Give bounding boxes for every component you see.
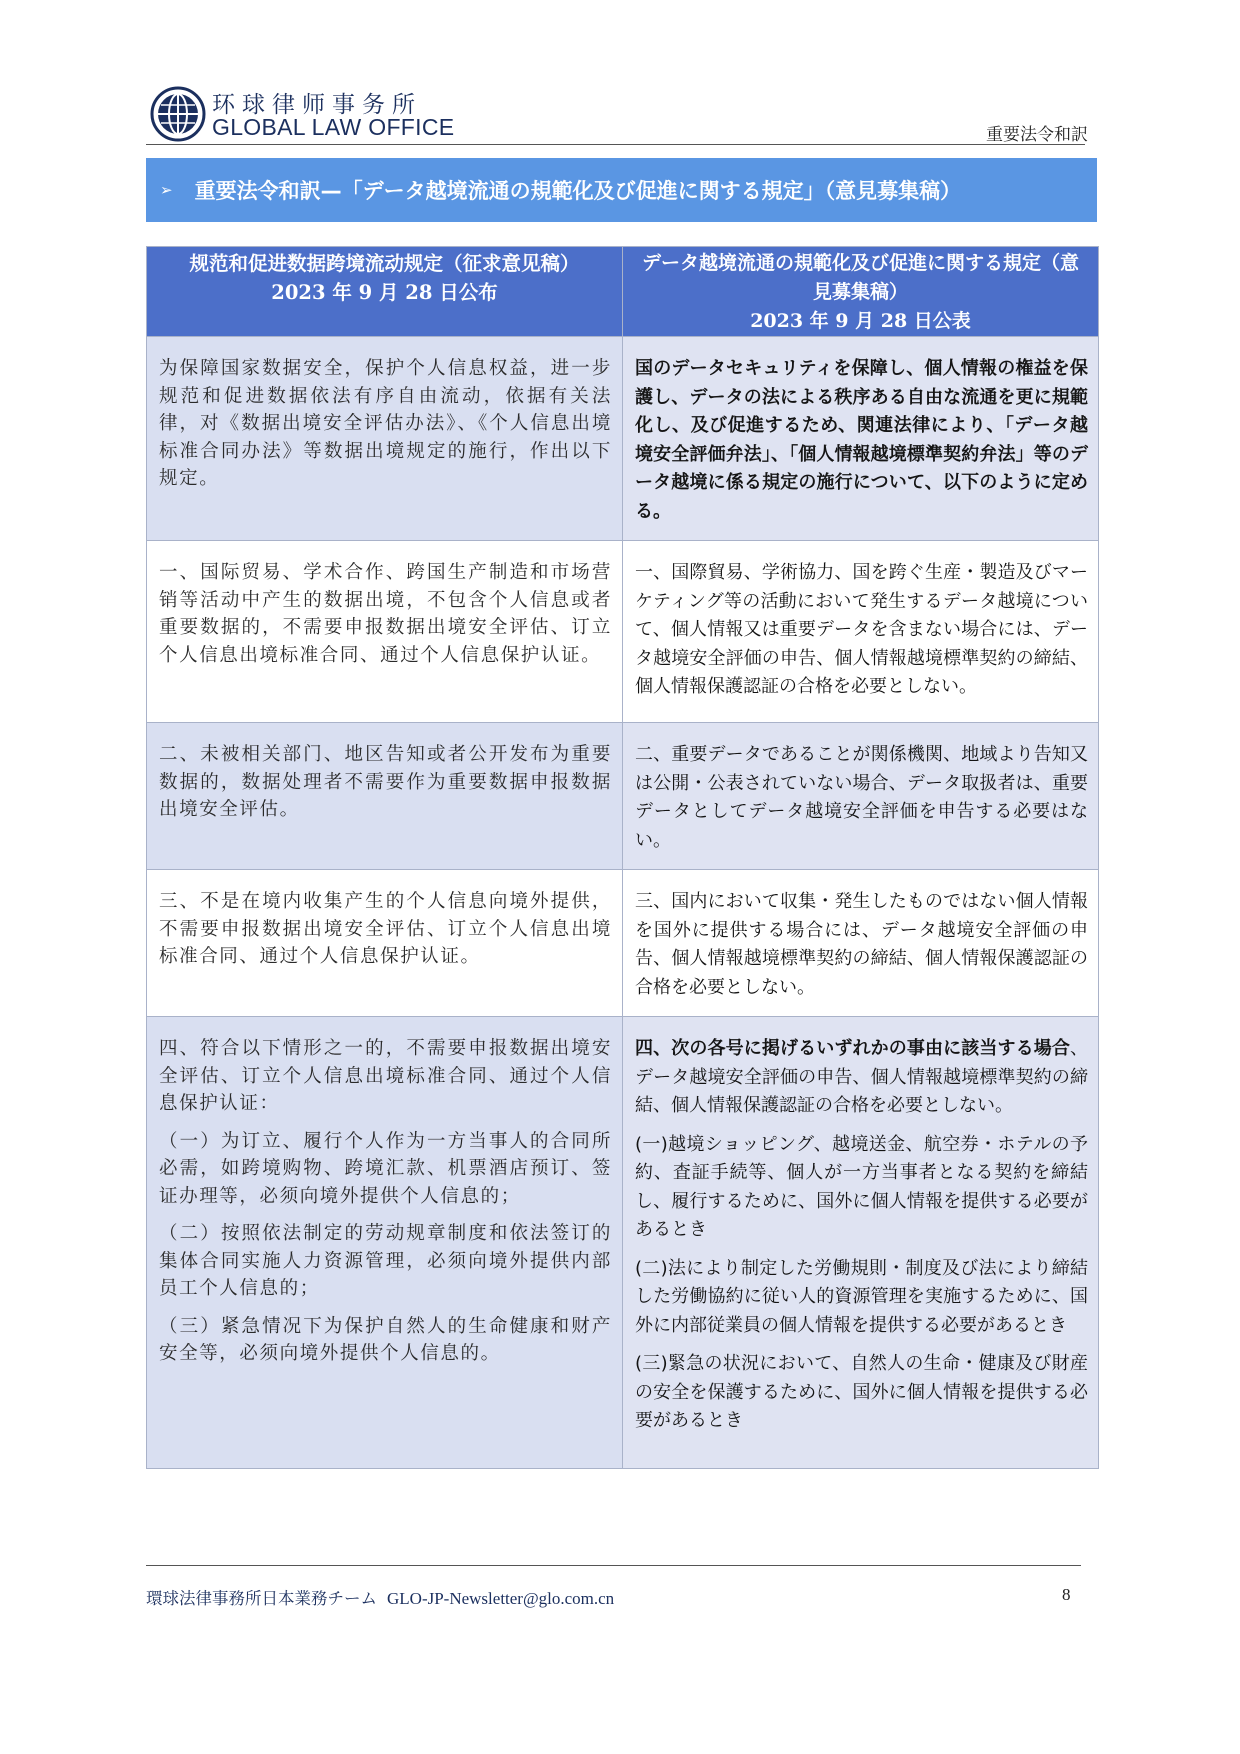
header-divider [146, 144, 1085, 145]
page-number: 8 [1062, 1585, 1071, 1604]
footer-divider [146, 1565, 1081, 1566]
cn-paragraph: 二、未被相关部门、地区告知或者公开发布为重要数据的，数据处理者不需要作为重要数据申报数据出境安全评估。 [159, 744, 612, 820]
jp-cell [623, 723, 1099, 870]
org-name-cn: 环球律师事务所 [212, 92, 422, 118]
cn-paragraph: （二）按照依法制定的劳动规章制度和依法签订的集体合同实施人力资源管理，必须向境外提供内部员工个人信息的； [159, 1223, 612, 1299]
jp-paragraph: 二、重要データであることが関係機関、地域より告知又は公開・公表されていない場合、データ取扱者は、重要データとしてデータ越境安全評価を申告する必要はない。 [635, 744, 1088, 851]
jp-cell [623, 541, 1099, 723]
cn-paragraph: 三、不是在境内收集产生的个人信息向境外提供，不需要申报数据出境安全评估、订立个人信息出境标准合同、通过个人信息保护认证。 [159, 891, 612, 967]
banner-title: 重要法令和訳—「データ越境流通の規範化及び促進に関する規定」（意見募集稿） [194, 179, 962, 203]
jp-lead-rest: 、データ越境安全評価の申告、個人情報越境標準契約の締結、個人情報保護認証の合格を必要としない。 [635, 1038, 1088, 1116]
jp-cell [623, 337, 1099, 541]
jp-paragraph: (三)緊急の状況において、自然人の生命・健康及び財産の安全を保護するために、国外に個人情報を提供する必要があるとき [635, 1353, 1088, 1431]
jp-paragraph: (二)法により制定した労働規則・制度及び法により締結した労働協約に従い人的資源管理を実施するために、国外に内部従業員の個人情報を提供する必要があるとき [635, 1257, 1088, 1336]
header-jp [623, 247, 1099, 337]
jp-cell [623, 870, 1099, 1017]
jp-paragraph: (一)越境ショッピング、越境送金、航空券・ホテルの予約、査証手続等、個人が一方当事者となる契約を締結し、履行するために、国外に個人情報を提供する必要があるとき [635, 1133, 1088, 1240]
comparison-table [146, 246, 1099, 1469]
cn-cell [147, 1017, 623, 1469]
header-cn-date: 2023 年 9 月 28 日公布 [271, 281, 498, 304]
cn-cell [147, 337, 623, 541]
section-label: 重要法令和訳 [986, 125, 1088, 145]
cn-paragraph: 四、符合以下情形之一的，不需要申报数据出境安全评估、订立个人信息出境标准合同、通过个人信息保护认证： [159, 1038, 612, 1114]
header-jp-date: 2023 年 9 月 28 日公表 [750, 310, 971, 332]
table-header-row [147, 247, 1099, 337]
table-row [147, 723, 1099, 870]
jp-cell [623, 1017, 1099, 1469]
jp-paragraph: 国のデータセキュリティを保障し、個人情報の権益を保護し、データの法による秩序ある自由な流通を更に規範化し、及び促進するため、関連法律により、「データ越境安全評価弁法」、「個人情報越境標準契約弁法」等のデータ越境に係る規定の施行について、以下のように定める。 [635, 358, 1088, 522]
jp-paragraph: 三、国内において収集・発生したものではない個人情報を国外に提供する場合には、データ越境安全評価の申告、個人情報越境標準契約の締結、個人情報保護認証の合格を必要としない。 [635, 891, 1088, 998]
jp-paragraph: 一、国際貿易、学術協力、国を跨ぐ生産・製造及びマーケティング等の活動において発生するデータ越境について、個人情報又は重要データを含まない場合には、データ越境安全評価の申告、個人情報越境標準契約の締結、個人情報保護認証の合格を必要としない。 [635, 562, 1088, 697]
cn-paragraph: （一）为订立、履行个人作为一方当事人的合同所必需，如跨境购物、跨境汇款、机票酒店预订、签证办理等，必须向境外提供个人信息的； [159, 1130, 612, 1207]
globe-logo-icon [150, 86, 206, 142]
cn-paragraph: 为保障国家数据安全，保护个人信息权益，进一步规范和促进数据依法有序自由流动，依据有关法律，对《数据出境安全评估办法》、《个人信息出境标准合同办法》等数据出境规定的施行，作出以下规定。 [159, 358, 612, 489]
header-jp-title: データ越境流通の規範化及び促進に関する規定（意見募集稿） [641, 252, 1079, 303]
footer-team: 環球法律事務所日本業務チーム [146, 1589, 377, 1608]
cn-paragraph: （三）紧急情况下为保护自然人的生命健康和财产安全等，必须向境外提供个人信息的。 [159, 1315, 612, 1364]
footer-email: GLO-JP-Newsletter@glo.com.cn [387, 1589, 615, 1608]
table-row [147, 870, 1099, 1017]
jp-bold-lead: 四、次の各号に掲げるいずれかの事由に該当する場合 [635, 1038, 1070, 1059]
cn-cell [147, 541, 623, 723]
table-row [147, 337, 1099, 541]
header-cn-title: 规范和促进数据跨境流动规定（征求意见稿） [189, 252, 580, 275]
header-cn [147, 247, 623, 337]
footer-contact [146, 1585, 614, 1609]
arrow-bullet-icon: ➢ [160, 181, 173, 199]
jp-paragraph [635, 1035, 1088, 1121]
table-row [147, 1017, 1099, 1469]
cn-cell [147, 870, 623, 1017]
cn-cell [147, 723, 623, 870]
table-row [147, 541, 1099, 723]
cn-paragraph: 一、国际贸易、学术合作、跨国生产制造和市场营销等活动中产生的数据出境，不包含个人信息或者重要数据的，不需要申报数据出境安全评估、订立个人信息出境标准合同、通过个人信息保护认证。 [159, 562, 612, 666]
org-name-en: GLOBAL LAW OFFICE [212, 114, 455, 140]
title-banner [146, 158, 1097, 222]
